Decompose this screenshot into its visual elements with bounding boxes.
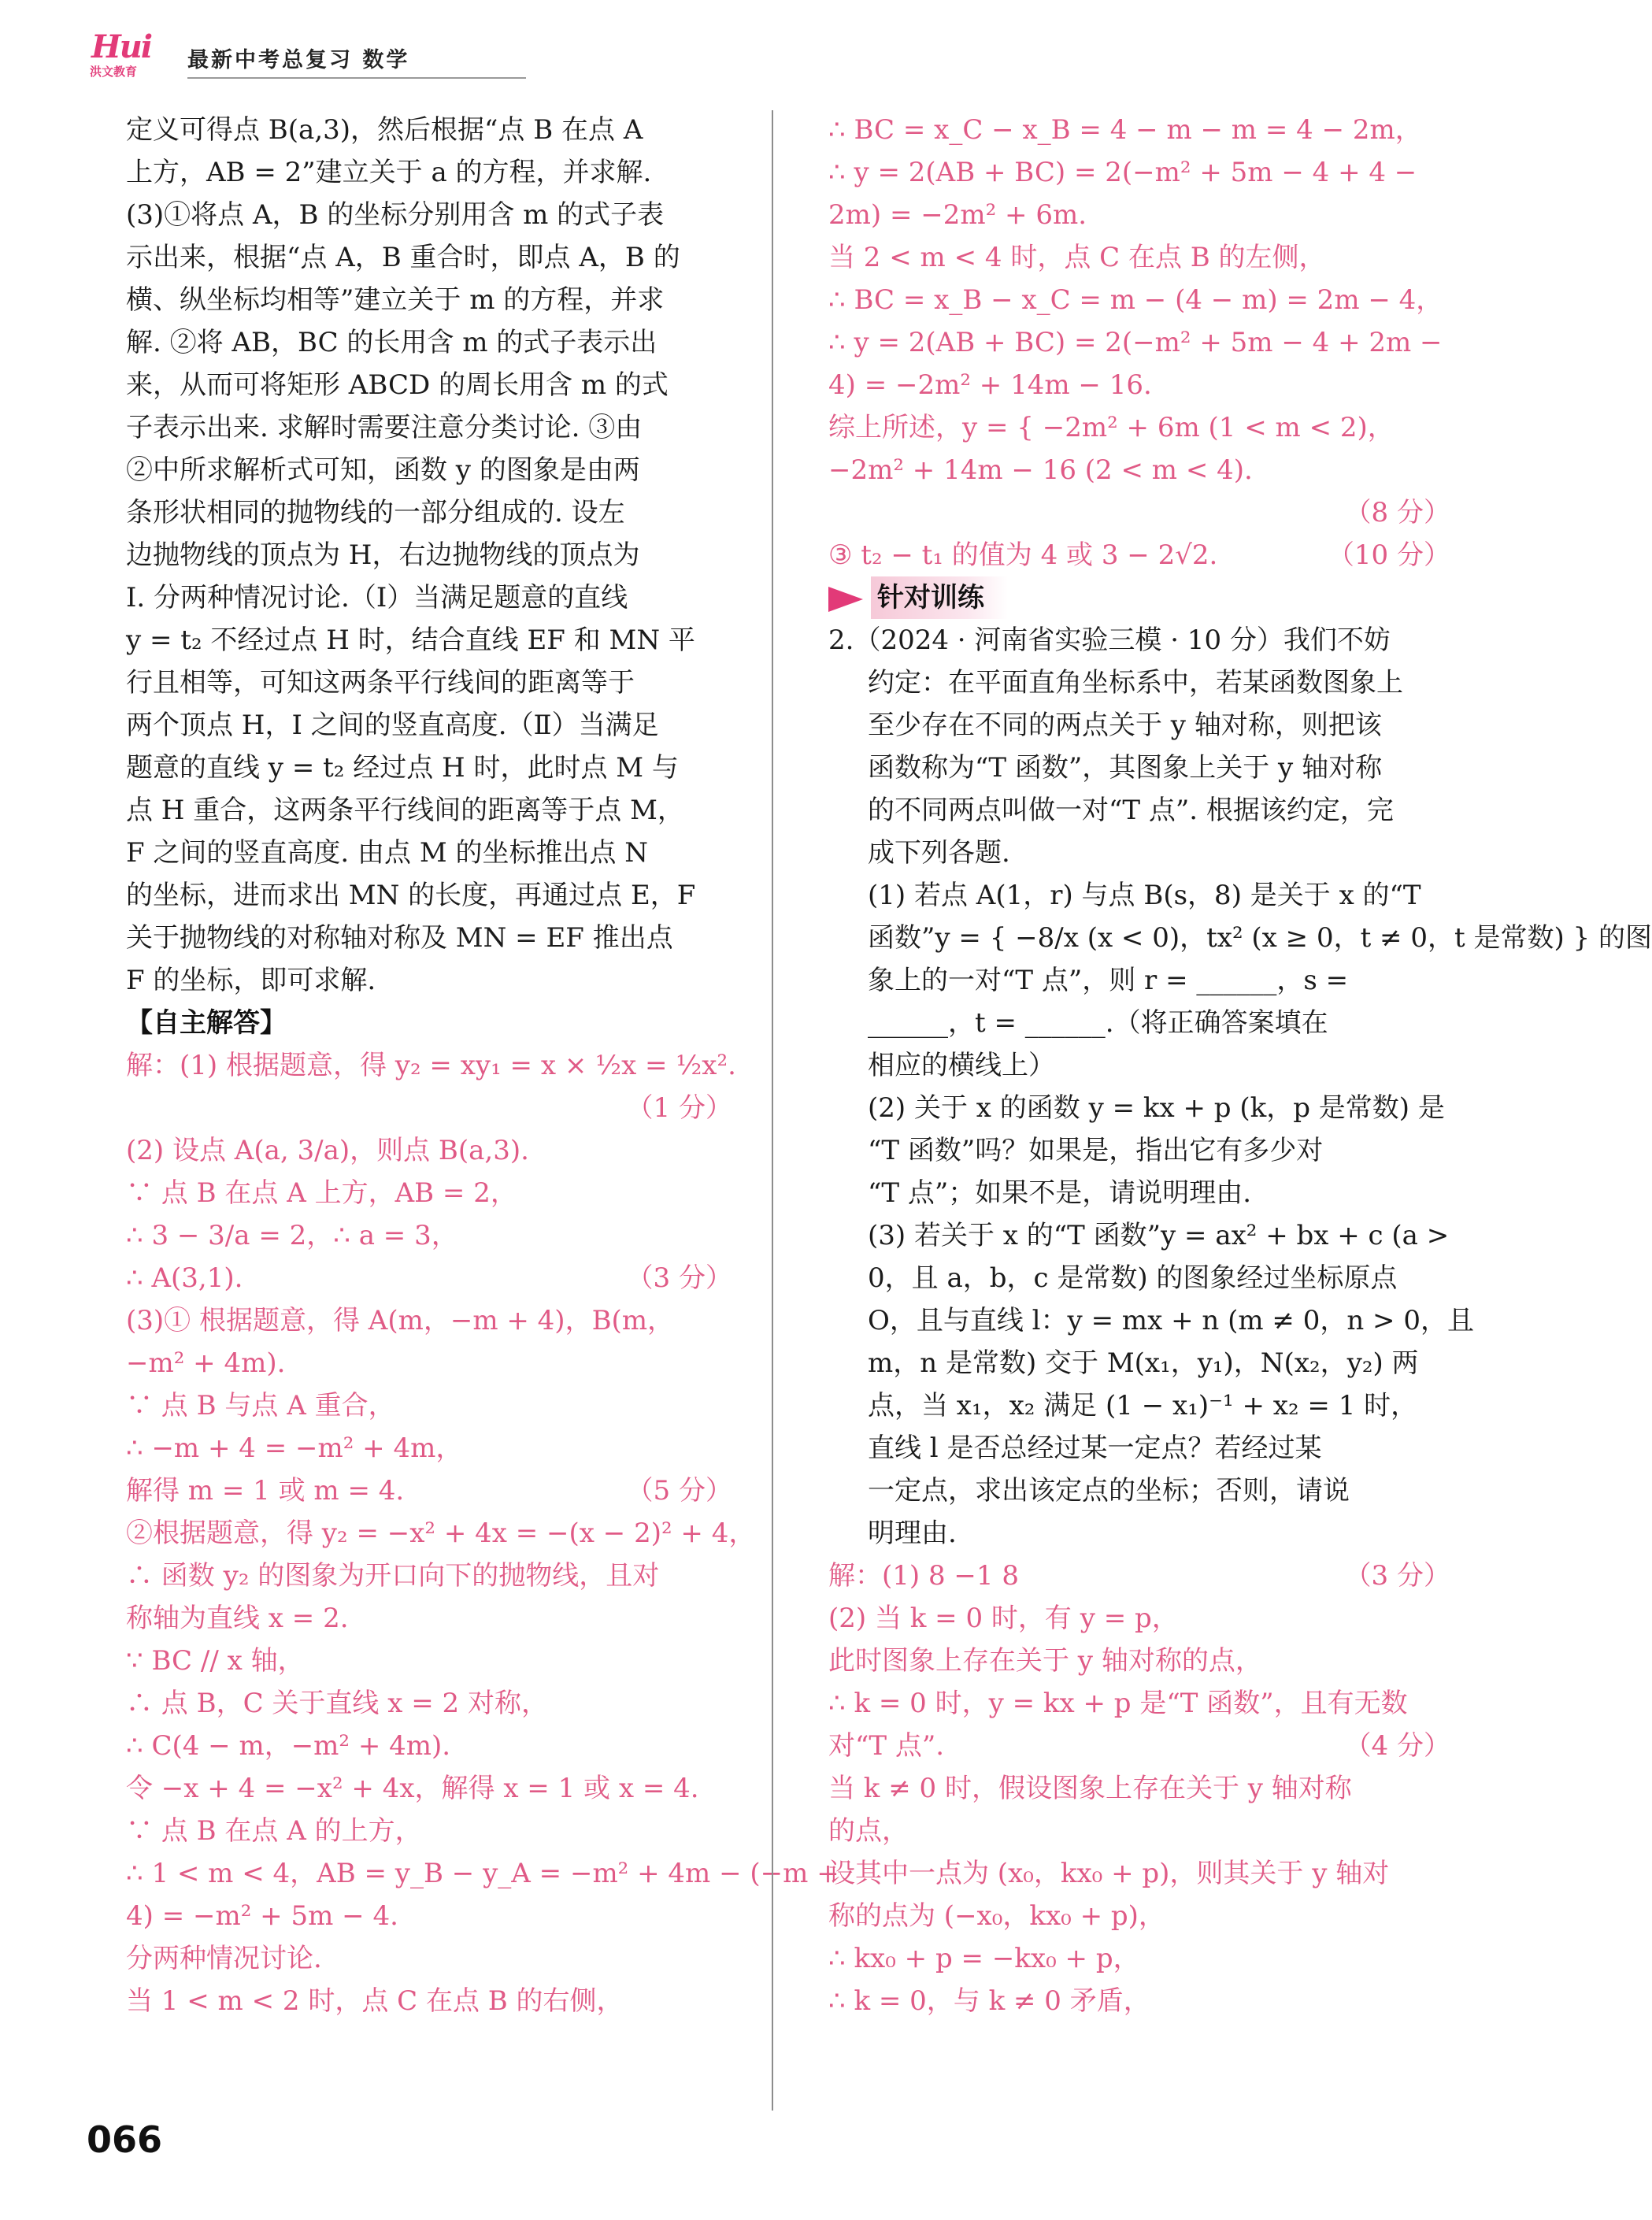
line-text: F 之间的竖直高度. 由点 M 的坐标推出点 N: [126, 837, 648, 869]
text-line: [126, 321, 732, 364]
section-title: 针对训练: [871, 576, 1008, 619]
solution-line: [828, 491, 1450, 534]
text-line: [126, 704, 732, 747]
solution-line: [828, 109, 1450, 151]
solution-line: [126, 1172, 732, 1214]
solution-line: [828, 1640, 1450, 1682]
line-text: ∴ k = 0，与 k ≠ 0 矛盾，: [828, 1985, 1150, 2017]
line-text: −2m² + 14m − 16 (2 < m < 4).: [828, 454, 1253, 486]
text-line: [828, 832, 1450, 874]
line-text: I. 分两种情况讨论.（Ⅰ）当满足题意的直线: [126, 582, 628, 613]
line-text: 称的点为 (−x₀，kx₀ + p)，: [828, 1900, 1165, 1932]
line-text: ∴ C(4 − m，−m² + 4m).: [126, 1730, 451, 1762]
score-label: （10 分）: [1327, 539, 1450, 571]
line-text: 关于抛物线的对称轴对称及 MN = EF 推出点: [126, 922, 673, 954]
line-text: O，且与直线 l：y = mx + n (m ≠ 0，n > 0，且: [868, 1305, 1474, 1336]
line-text: 分两种情况讨论.: [126, 1943, 322, 1974]
header-rule: [187, 77, 526, 79]
line-text: 来，从而可将矩形 ABCD 的周长用含 m 的式: [126, 369, 669, 401]
line-text: 横、纵坐标均相等”建立关于 m 的方程，并求: [126, 284, 665, 316]
text-line: [126, 534, 732, 576]
line-text: 的不同两点叫做一对“T 点”. 根据该约定，完: [868, 795, 1394, 826]
solution-line: [828, 1980, 1450, 2022]
text-line: [828, 662, 1450, 704]
line-text: ②根据题意，得 y₂ = −x² + 4x = −(x − 2)² + 4，: [126, 1518, 756, 1549]
line-text: ③ t₂ − t₁ 的值为 4 或 3 − 2√2.: [828, 539, 1218, 571]
text-line: [828, 1299, 1474, 1342]
solution-line: [828, 321, 1450, 364]
text-line: [828, 1087, 1450, 1129]
line-text: 定义可得点 B(a,3)，然后根据“点 B 在点 A: [126, 114, 643, 146]
solution-line: [828, 1682, 1450, 1725]
score-label: （5 分）: [626, 1475, 732, 1507]
text-line: [126, 151, 732, 194]
line-text: 题意的直线 y = t₂ 经过点 H 时，此时点 M 与: [126, 752, 679, 784]
solution-line: [828, 1767, 1450, 1810]
line-text: 一定点，求出该定点的坐标；否则，请说: [868, 1475, 1350, 1507]
score-label: （8 分）: [1344, 497, 1450, 528]
text-line: [126, 789, 732, 832]
line-text: ∴ 函数 y₂ 的图象为开口向下的抛物线，且对: [126, 1560, 660, 1592]
line-text: 2.（2024 · 河南省实验三模 · 10 分）我们不妨: [828, 624, 1391, 656]
line-text: 0，且 a，b，c 是常数) 的图象经过坐标原点: [868, 1262, 1398, 1294]
line-text: ∴ y = 2(AB + BC) = 2(−m² + 5m − 4 + 2m −: [828, 327, 1443, 358]
line-text: 函数称为“T 函数”，其图象上关于 y 轴对称: [868, 752, 1383, 784]
line-text: ∴ A(3,1).: [126, 1262, 243, 1294]
line-text: 解得 m = 1 或 m = 4.: [126, 1475, 405, 1507]
solution-line: [828, 1597, 1450, 1640]
publisher-logo: [87, 28, 181, 83]
line-text: ∴ k = 0 时，y = kx + p 是“T 函数”，且有无数: [828, 1688, 1408, 1719]
line-text: 综上所述，y = { −2m² + 6m (1 < m < 2)，: [828, 412, 1395, 443]
line-text: 约定：在平面直角坐标系中，若某函数图象上: [868, 667, 1403, 699]
line-text: 示出来，根据“点 A，B 重合时，即点 A，B 的: [126, 242, 680, 273]
line-text: 解：(1) 根据题意，得 y₂ = xy₁ = x × ½x = ½x².: [126, 1050, 736, 1081]
line-text: ∵ BC // x 轴，: [126, 1645, 305, 1677]
score-label: （3 分）: [626, 1262, 732, 1294]
line-text: 此时图象上存在关于 y 轴对称的点，: [828, 1645, 1262, 1677]
line-text: (1) 若点 A(1，r) 与点 B(s，8) 是关于 x 的“T: [868, 880, 1421, 911]
line-text: ②中所求解析式可知，函数 y 的图象是由两: [126, 454, 640, 486]
solution-line: [126, 1129, 732, 1172]
line-text: 4) = −m² + 5m − 4.: [126, 1900, 398, 1932]
line-text: 直线 l 是否总经过某一定点？若经过某: [868, 1432, 1322, 1464]
line-text: 点 H 重合，这两条平行线间的距离等于点 M，: [126, 795, 684, 826]
solution-line: [126, 1640, 732, 1682]
text-line: [828, 1002, 1450, 1044]
section-heading: [828, 576, 1450, 619]
solution-line: [126, 1852, 839, 1895]
solution-line: [126, 1980, 732, 2022]
text-line: [828, 747, 1450, 789]
solution-line: [126, 1214, 732, 1257]
text-line: [828, 917, 1652, 959]
solution-line: [828, 406, 1450, 449]
page-header: [87, 28, 528, 83]
line-text: 解：(1) 8 −1 8: [828, 1560, 1019, 1592]
line-text: 的坐标，进而求出 MN 的长度，再通过点 E，F: [126, 880, 696, 911]
line-text: (3) 若关于 x 的“T 函数”y = ax² + bx + c (a >: [868, 1220, 1450, 1251]
solution-line: [828, 1852, 1450, 1895]
line-text: [828, 497, 837, 528]
solution-line: [126, 1512, 756, 1555]
line-text: 当 k ≠ 0 时，假设图象上存在关于 y 轴对称: [828, 1773, 1352, 1804]
line-text: 上方，AB = 2”建立关于 a 的方程，并求解.: [126, 157, 652, 188]
text-line: [828, 1257, 1450, 1299]
text-line: [126, 449, 732, 491]
text-line: [126, 491, 732, 534]
line-text: −m² + 4m).: [126, 1347, 286, 1379]
line-text: 函数”y = { −8/x (x < 0)，tx² (x ≥ 0，t ≠ 0，t 是常数) } 的图: [868, 922, 1652, 954]
line-text: 边抛物线的顶点为 H，右边抛物线的顶点为: [126, 539, 640, 571]
line-text: 【自主解答】: [126, 1007, 287, 1039]
line-text: 条形状相同的抛物线的一部分组成的. 设左: [126, 497, 625, 528]
text-line: [828, 1214, 1450, 1257]
logo-mark: Hui: [91, 28, 152, 65]
text-line: [126, 874, 732, 917]
line-text: ∴ −m + 4 = −m² + 4m，: [126, 1432, 463, 1464]
solution-line: [126, 1597, 732, 1640]
text-line: [828, 1342, 1450, 1384]
solution-line: [126, 1810, 732, 1852]
line-text: (2) 关于 x 的函数 y = kx + p (k，p 是常数) 是: [868, 1092, 1445, 1124]
left-column: [126, 109, 839, 2022]
line-text: 象上的一对“T 点”，则 r = ______，s =: [868, 965, 1349, 996]
text-line: [126, 619, 732, 662]
line-text: 两个顶点 H，I 之间的竖直高度.（Ⅱ）当满足: [126, 710, 659, 741]
line-text: 至少存在不同的两点关于 y 轴对称，则把该: [868, 710, 1382, 741]
text-line: [828, 1384, 1450, 1427]
line-text: 设其中一点为 (x₀，kx₀ + p)，则其关于 y 轴对: [828, 1858, 1390, 1889]
solution-line: [126, 1384, 732, 1427]
solution-line: [828, 534, 1450, 576]
line-text: 当 1 < m < 2 时，点 C 在点 B 的右侧，: [126, 1985, 624, 2017]
text-line: [828, 1512, 1450, 1555]
text-line: [126, 406, 732, 449]
line-text: (3)① 根据题意，得 A(m，−m + 4)，B(m，: [126, 1305, 675, 1336]
solution-line: [828, 1895, 1450, 1937]
score-label: （3 分）: [1344, 1560, 1450, 1592]
text-line: [126, 832, 732, 874]
solution-line: [126, 1682, 732, 1725]
line-text: ______，t = ______.（将正确答案填在: [868, 1007, 1328, 1039]
text-line: [828, 619, 1450, 662]
solution-line: [828, 279, 1450, 321]
solution-line: [126, 1725, 732, 1767]
solution-line: [126, 1087, 732, 1129]
text-line: [126, 917, 732, 959]
right-column: [828, 109, 1652, 2022]
solution-line: [126, 1257, 732, 1299]
line-text: m，n 是常数) 交于 M(x₁，y₁)，N(x₂，y₂) 两: [868, 1347, 1419, 1379]
line-text: ∴ BC = x_C − x_B = 4 − m − m = 4 − 2m，: [828, 114, 1422, 146]
line-text: ∵ 点 B 在点 A 的上方，: [126, 1815, 422, 1847]
solution-line: [828, 1937, 1450, 1980]
logo-subtitle: 洪文教育: [90, 65, 138, 79]
line-text: “T 函数”吗？如果是，指出它有多少对: [868, 1135, 1324, 1166]
line-text: 对“T 点”.: [828, 1730, 945, 1762]
solution-line: [828, 449, 1450, 491]
line-text: 称轴为直线 x = 2.: [126, 1603, 349, 1634]
text-line: [126, 959, 732, 1002]
solution-line: [828, 1725, 1450, 1767]
line-text: (3)①将点 A，B 的坐标分别用含 m 的式子表: [126, 199, 665, 231]
line-text: (2) 设点 A(a, 3/a)，则点 B(a,3).: [126, 1135, 529, 1166]
text-line: [828, 1044, 1450, 1087]
solution-line: [126, 1895, 732, 1937]
line-text: ∴ 点 B，C 关于直线 x = 2 对称，: [126, 1688, 548, 1719]
line-text: “T 点”；如果不是，请说明理由.: [868, 1177, 1252, 1209]
score-label: （1 分）: [626, 1092, 732, 1124]
answer-heading: [126, 1002, 732, 1044]
text-line: [126, 662, 732, 704]
column-divider: [772, 110, 773, 2111]
text-line: [828, 874, 1450, 917]
line-text: ∴ 1 < m < 4，AB = y_B − y_A = −m² + 4m − (−m +: [126, 1858, 839, 1889]
text-line: [126, 576, 732, 619]
solution-line: [828, 194, 1450, 236]
line-text: ∴ kx₀ + p = −kx₀ + p，: [828, 1943, 1140, 1974]
solution-line: [126, 1767, 732, 1810]
solution-line: [828, 364, 1450, 406]
solution-line: [126, 1555, 732, 1597]
line-text: 相应的横线上）: [868, 1050, 1055, 1081]
text-line: [828, 1427, 1450, 1469]
text-line: [126, 364, 732, 406]
solution-line: [126, 1469, 732, 1512]
text-line: [828, 959, 1450, 1002]
text-line: [126, 194, 732, 236]
line-text: 的点，: [828, 1815, 909, 1847]
line-text: F 的坐标，即可求解.: [126, 965, 376, 996]
line-text: 令 −x + 4 = −x² + 4x，解得 x = 1 或 x = 4.: [126, 1773, 699, 1804]
line-text: 明理由.: [868, 1518, 957, 1549]
line-text: ∴ 3 − 3/a = 2，∴ a = 3，: [126, 1220, 458, 1251]
line-text: 子表示出来. 求解时需要注意分类讨论. ③由: [126, 412, 643, 443]
line-text: y = t₂ 不经过点 H 时，结合直线 EF 和 MN 平: [126, 624, 695, 656]
solution-line: [126, 1937, 732, 1980]
solution-line: [828, 236, 1450, 279]
text-line: [828, 1129, 1450, 1172]
line-text: (2) 当 k = 0 时，有 y = p，: [828, 1603, 1179, 1634]
line-text: ∵ 点 B 在点 A 上方，AB = 2，: [126, 1177, 517, 1209]
text-line: [126, 236, 732, 279]
score-label: （4 分）: [1344, 1730, 1450, 1762]
line-text: ∴ BC = x_B − x_C = m − (4 − m) = 2m − 4，: [828, 284, 1443, 316]
solution-line: [126, 1299, 732, 1342]
line-text: 当 2 < m < 4 时，点 C 在点 B 的左侧，: [828, 242, 1326, 273]
line-text: ∵ 点 B 与点 A 重合，: [126, 1390, 395, 1421]
line-text: [126, 1092, 135, 1124]
solution-line: [126, 1427, 732, 1469]
line-text: 成下列各题.: [868, 837, 1010, 869]
text-line: [126, 279, 732, 321]
section-arrow-icon: [828, 587, 863, 612]
text-line: [126, 747, 732, 789]
solution-line: [828, 151, 1450, 194]
line-text: 4) = −2m² + 14m − 16.: [828, 369, 1152, 401]
text-line: [828, 789, 1450, 832]
line-text: 2m) = −2m² + 6m.: [828, 199, 1087, 231]
text-line: [828, 1172, 1450, 1214]
page-number: 066: [87, 2118, 163, 2161]
line-text: 行且相等，可知这两条平行线间的距离等于: [126, 667, 635, 699]
solution-line: [828, 1555, 1450, 1597]
book-title: 最新中考总复习 数学: [187, 48, 410, 72]
solution-line: [126, 1342, 732, 1384]
solution-line: [126, 1044, 736, 1087]
text-line: [828, 1469, 1450, 1512]
line-text: 点，当 x₁，x₂ 满足 (1 − x₁)⁻¹ + x₂ = 1 时，: [868, 1390, 1418, 1421]
text-line: [126, 109, 732, 151]
solution-line: [828, 1810, 1450, 1852]
line-text: ∴ y = 2(AB + BC) = 2(−m² + 5m − 4 + 4 −: [828, 157, 1417, 188]
line-text: 解. ②将 AB，BC 的长用含 m 的式子表示出: [126, 327, 657, 358]
text-line: [828, 704, 1450, 747]
